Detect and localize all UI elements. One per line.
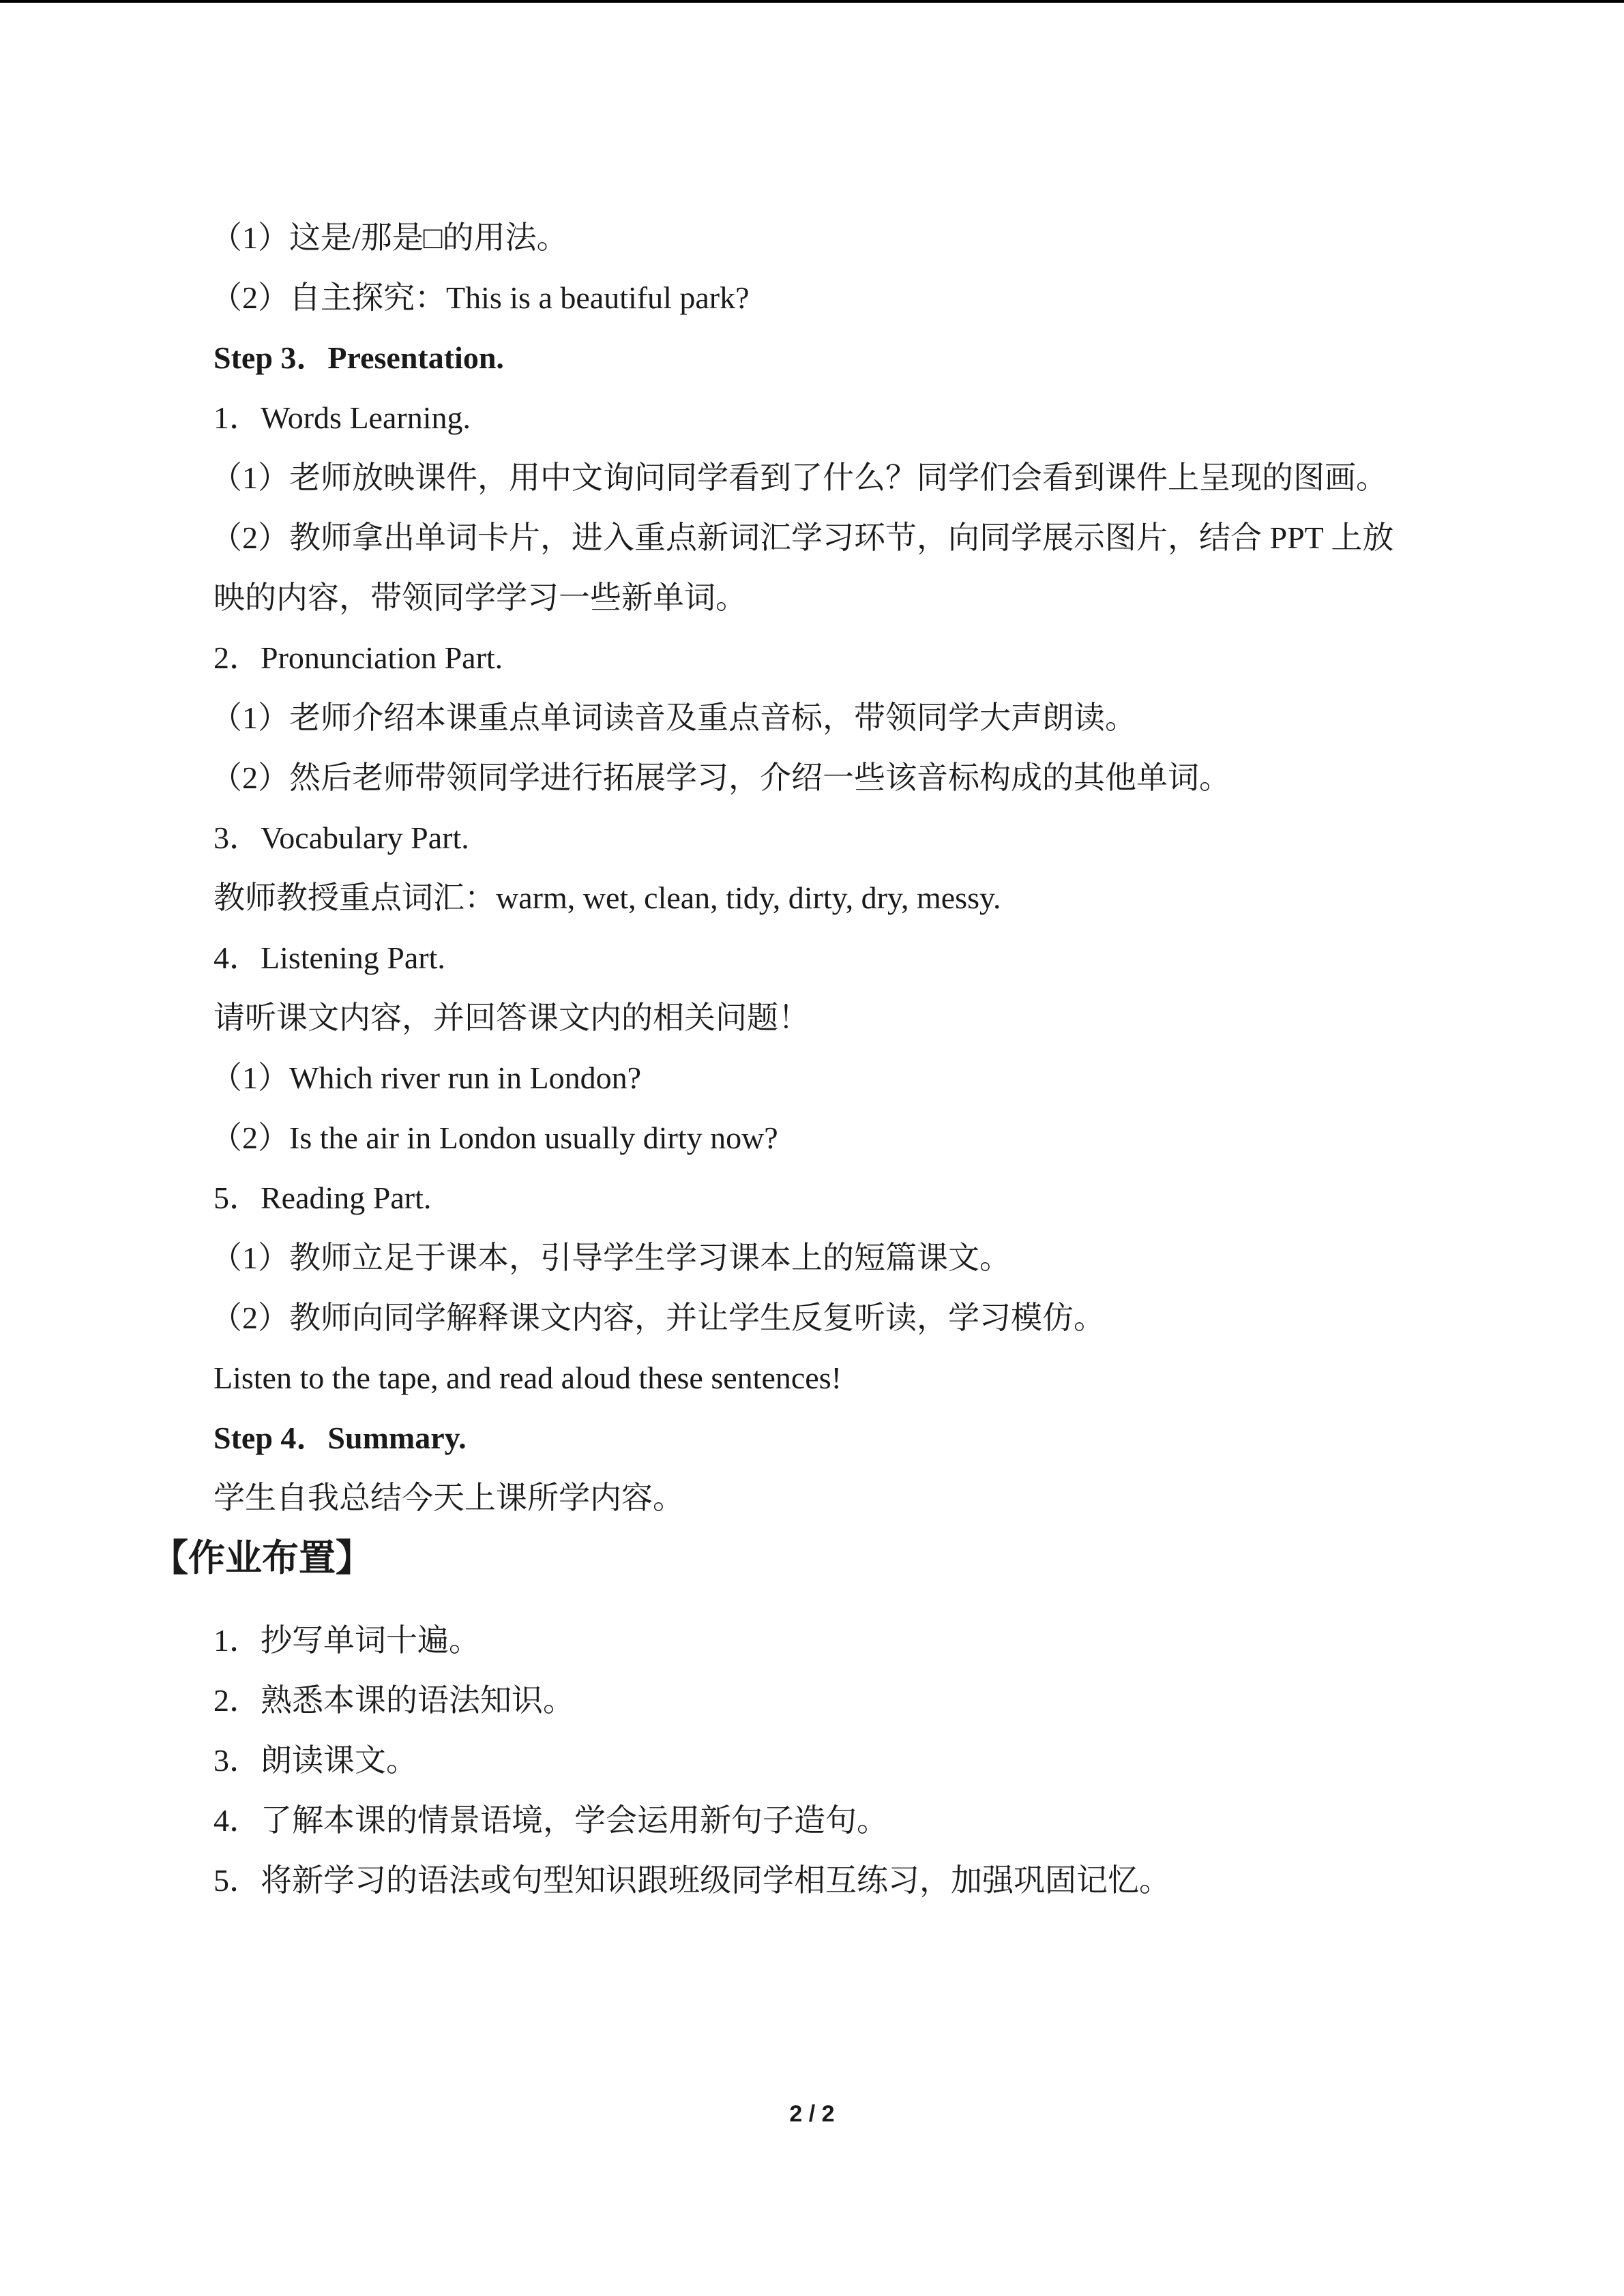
listening-heading: 4．Listening Part. [213, 940, 445, 975]
homework-item: 1．抄写单词十遍。 [213, 1623, 480, 1658]
lesson-body [213, 208, 1462, 1528]
vocabulary-heading: 3．Vocabulary Part. [213, 820, 469, 855]
step-3-heading: Step 3．Presentation. [213, 340, 504, 375]
pronunciation-heading: 2．Pronunciation Part. [213, 640, 503, 675]
homework-item: 3．朗读课文。 [213, 1743, 417, 1778]
homework-heading: 【作业布置】 [151, 1536, 372, 1579]
page-number: 2 / 2 [789, 2101, 835, 2127]
usage-item-1: （1）这是/那是□的用法。 [211, 220, 568, 255]
step-4-heading: Step 4．Summary. [213, 1420, 467, 1455]
words-learning-item-1: （1）老师放映课件，用中文询问同学看到了什么？同学们会看到课件上呈现的图画。 [211, 460, 1387, 495]
reading-item-1: （1）教师立足于课本，引导学生学习课本上的短篇课文。 [211, 1240, 1011, 1275]
homework-list [213, 1611, 1462, 1911]
words-learning-item-2: （2）教师拿出单词卡片，进入重点新词汇学习环节，向同学展示图片，结合 PPT 上放 [211, 520, 1394, 555]
reading-item-2: （2）教师向同学解释课文内容，并让学生反复听读，学习模仿。 [211, 1300, 1105, 1335]
words-learning-item-2-continued: 映的内容，带领同学学习一些新单词。 [213, 580, 747, 615]
words-learning-heading: 1．Words Learning. [213, 400, 471, 435]
pronunciation-item-1: （1）老师介绍本课重点单词读音及重点音标，带领同学大声朗读。 [211, 700, 1136, 735]
page-top-border [0, 0, 1624, 3]
pronunciation-item-2: （2）然后老师带领同学进行拓展学习，介绍一些该音标构成的其他单词。 [211, 760, 1230, 795]
vocabulary-words: 教师教授重点词汇：warm, wet, clean, tidy, dirty, dry, messy. [213, 880, 1001, 915]
homework-item: 4．了解本课的情景语境，学会运用新句子造句。 [213, 1803, 888, 1838]
usage-item-2: （2）自主探究：This is a beautiful park? [211, 280, 750, 315]
homework-item: 5．将新学习的语法或句型知识跟班级同学相互练习，加强巩固记忆。 [213, 1863, 1170, 1898]
listening-instruction: 请听课文内容，并回答课文内的相关问题！ [213, 1000, 810, 1035]
summary-text: 学生自我总结今天上课所学内容。 [213, 1480, 684, 1515]
listening-question-2: （2）Is the air in London usually dirty now? [211, 1120, 778, 1155]
reading-instruction: Listen to the tape, and read aloud these sentences! [213, 1360, 842, 1395]
listening-question-1: （1）Which river run in London? [211, 1060, 642, 1095]
reading-heading: 5．Reading Part. [213, 1180, 432, 1215]
homework-item: 2．熟悉本课的语法知识。 [213, 1683, 574, 1718]
